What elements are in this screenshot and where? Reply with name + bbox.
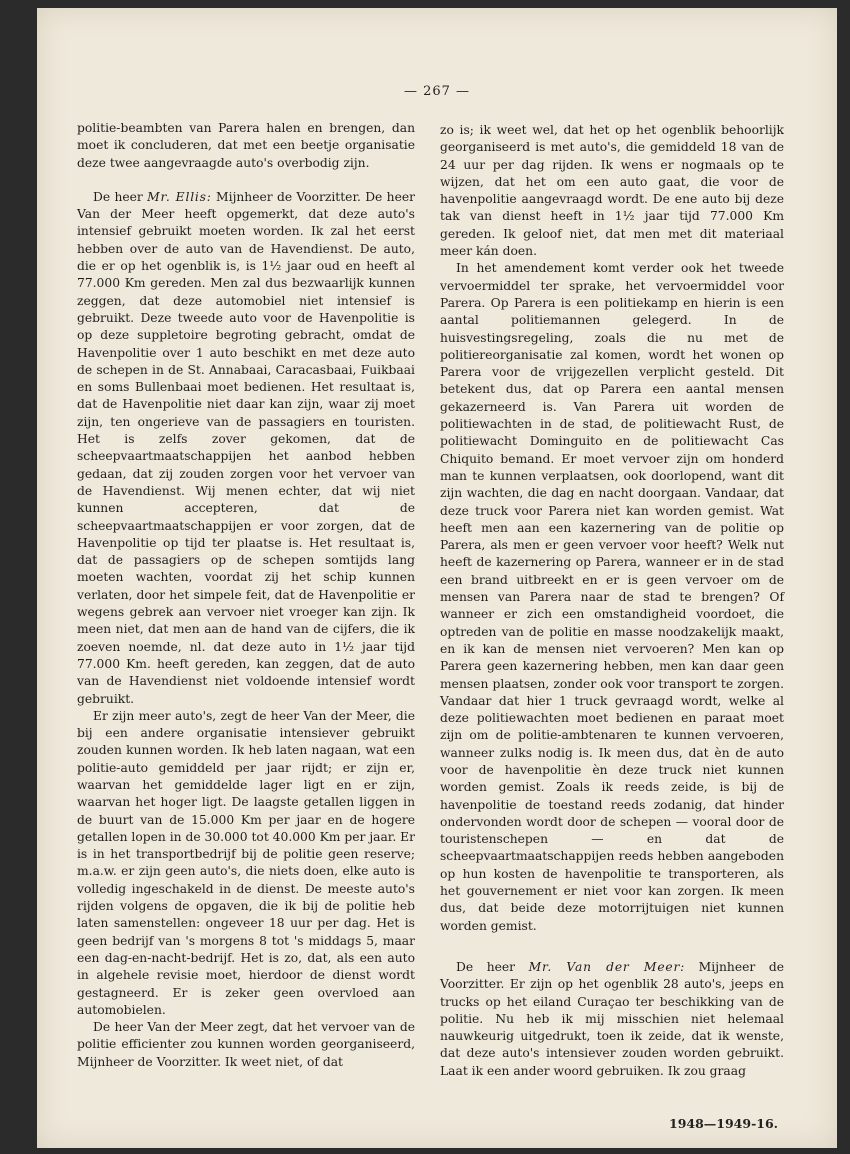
left-column xyxy=(77,120,415,1071)
speaker-name: Mr. Ellis: xyxy=(147,189,212,204)
paragraph-van-der-meer xyxy=(440,959,784,1080)
paragraph: De heer Van der Meer zegt, dat het vervoer van de politie efficienter zou kunnen worden georganiseerd, Mijnheer de Voorzitter. Ik weet niet, of dat xyxy=(77,1020,415,1069)
page-number: — 267 — xyxy=(403,84,471,99)
paragraph-text: Mijnheer de Voorzitter. De heer Van der Meer heeft opgemerkt, dat deze auto's intensief gebruikt moeten worden. Ik zal het eerst hebben over de auto van de Havendienst. De auto, die er op het ogenblik is, is 1½ jaar oud en heeft al 77.000 Km gereden. Men zal dus bezwaarlijk kunnen zeggen, dat deze automobiel niet intensief is gebruikt. Deze tweede auto voor de Havenpolitie is op deze suppletoire begroting gebracht, omdat de Havenpolitie over 1 auto beschikt en met deze auto de schepen in de St. Annabaai, Caracasbaai, Fuikbaai en soms Bullenbaai moet bedienen. Het resultaat is, dat de Havenpolitie niet daar kan zijn, waar zij moet zijn, ten ongerieve van de passagiers en touristen. Het is zelfs zover gekomen, dat de scheepvaartmaatschappijen het aanbod hebben gedaan, dat zij zouden zorgen voor het vervoer van de Havendienst. Wij menen echter, dat wij niet kunnen accepteren, dat de scheepvaartmaatschappijen er voor zorgen, dat de Havenpolitie op tijd ter plaatse is. Het resultaat is, dat de passagiers op de schepen somtijds lang moeten wachten, voordat zij het schip kunnen verlaten, door het simpele feit, dat de Havenpolitie er wegens gebrek aan vervoer niet vroeger kan zijn. Ik meen niet, dat men aan de hand van de cijfers, die ik zoeven noemde, nl. dat deze auto in 1½ jaar tijd 77.000 Km. heeft gereden, kan zeggen, dat de auto van de Havendienst niet voldoende intensief wordt gebruikt. xyxy=(77,189,415,706)
paragraph-ellis xyxy=(77,189,415,708)
paragraph: Er zijn meer auto's, zegt de heer Van der Meer, die bij een andere organisatie intensiever gebruikt zouden kunnen worden. Ik heb laten nagaan, wat een politie-auto gemiddeld per jaar rijdt; er zijn er, waarvan het gemiddelde lager ligt en er zijn, waarvan het hoger ligt. De laagste getallen liggen in de buurt van de 15.000 Km per jaar en de hogere getallen lopen in de 30.000 tot 40.000 Km per jaar. Er is in het transportbedrijf bij de politie geen reserve; m.a.w. er zijn geen auto's, die niets doen, elke auto is volledig ingeschakeld in de dienst. De meeste auto's rijden volgens de opgaven, die ik bij de politie heb laten samenstellen: ongeveer 18 uur per dag. Het is geen bedrijf van 's morgens 8 tot 's middags 5, maar een dag-en-nacht-bedrijf. Het is zo, dat, als een auto in algehele revisie moet, hierdoor de dienst wordt gestagneerd. Er is zeker geen overvloed aan automobielen. xyxy=(77,708,415,1017)
paragraph: politie-beambten van Parera halen en brengen, dan moet ik concluderen, dat met een beetje organisatie deze twee aangevraagde auto's overbodig zijn. xyxy=(77,121,415,170)
paragraph: In het amendement komt verder ook het tweede vervoermiddel ter sprake, het vervoermiddel voor Parera. Op Parera is een politiekamp en hierin is een aantal politiemannen gelegerd. In de huisvestingsregeling, zoals die nu met de politiereorganisatie zal komen, wordt het wonen op Parera voor de vrijgezellen verplicht gesteld. Dit betekent dus, dat op Parera een aantal mensen gekazerneerd is. Van Parera uit worden de politiewachten in de stad, de politiewacht Rust, de politiewacht Dominguito en de politiewacht Cas Chiquito bemand. Er moet vervoer zijn om honderd man te kunnen verplaatsen, ook doorlopend, want dit zijn wachten, die dag en nacht doorgaan. Vandaar, dat deze truck voor Parera niet kan worden gemist. Wat heeft men aan een kazernering van de politie op Parera, als men er geen vervoer voor heeft? Welk nut heeft de kazernering op Parera, wanneer er in de stad een brand uitbreekt en er is geen vervoer om de mensen van Parera naar de stad te brengen? Of wanneer er zich een omstandigheid voordoet, die optreden van de politie en masse noodzakelijk maakt, en ik kan de mensen niet vervoeren? Men kan op Parera geen kazernering hebben, men kan daar geen mensen plaatsen, zonder ook voor transport te zorgen. Vandaar dat hier 1 truck gevraagd wordt, welke al deze politiewachten moet bedienen en paraat moet zijn om de politie-ambtenaren te kunnen vervoeren, wanneer zulks nodig is. Ik meen dus, dat èn de auto voor de havenpolitie èn deze truck niet kunnen worden gemist. Zoals ik reeds zeide, is bij de havenpolitie de toestand reeds zodanig, dat hinder ondervonden wordt door de schepen — vooral door de touristenschepen — en dat de scheepvaartmaatschappijen reeds hebben aangeboden op hun kosten de havenpolitie te transporteren, als het gouvernement er niet voor kan zorgen. Ik meen dus, dat beide deze motorrijtuigen niet kunnen worden gemist. xyxy=(440,261,784,933)
speaker-prefix: De heer xyxy=(93,189,143,204)
document-page xyxy=(37,8,837,1148)
speaker-prefix: De heer xyxy=(456,959,516,974)
speaker-name: Mr. Van der Meer: xyxy=(528,959,686,974)
right-column xyxy=(440,122,784,1080)
paragraph-text: Mijnheer de Voorzitter. Er zijn op het ogenblik 28 auto's, jeeps en trucks op het eiland Curaçao ter beschikking van de politie. Nu heb ik mij misschien niet helemaal nauwkeurig uitgedrukt, toen ik zeide, dat ik wenste, dat deze auto's intensiever zouden worden gebruikt. Laat ik een ander woord gebruiken. Ik zou graag xyxy=(440,959,784,1078)
paragraph: zo is; ik weet wel, dat het op het ogenblik behoorlijk georganiseerd is met auto's, die gemiddeld 18 van de 24 uur per dag rijden. Ik wens er nogmaals op te wijzen, dat het om een auto gaat, die voor de havenpolitie aangevraagd wordt. De ene auto bij deze tak van dienst heeft in 1½ jaar tijd 77.000 Km gereden. Ik geloof niet, dat men met dit materiaal meer kán doen. xyxy=(440,123,784,259)
page-footer: 1948—1949-16. xyxy=(669,1116,779,1131)
